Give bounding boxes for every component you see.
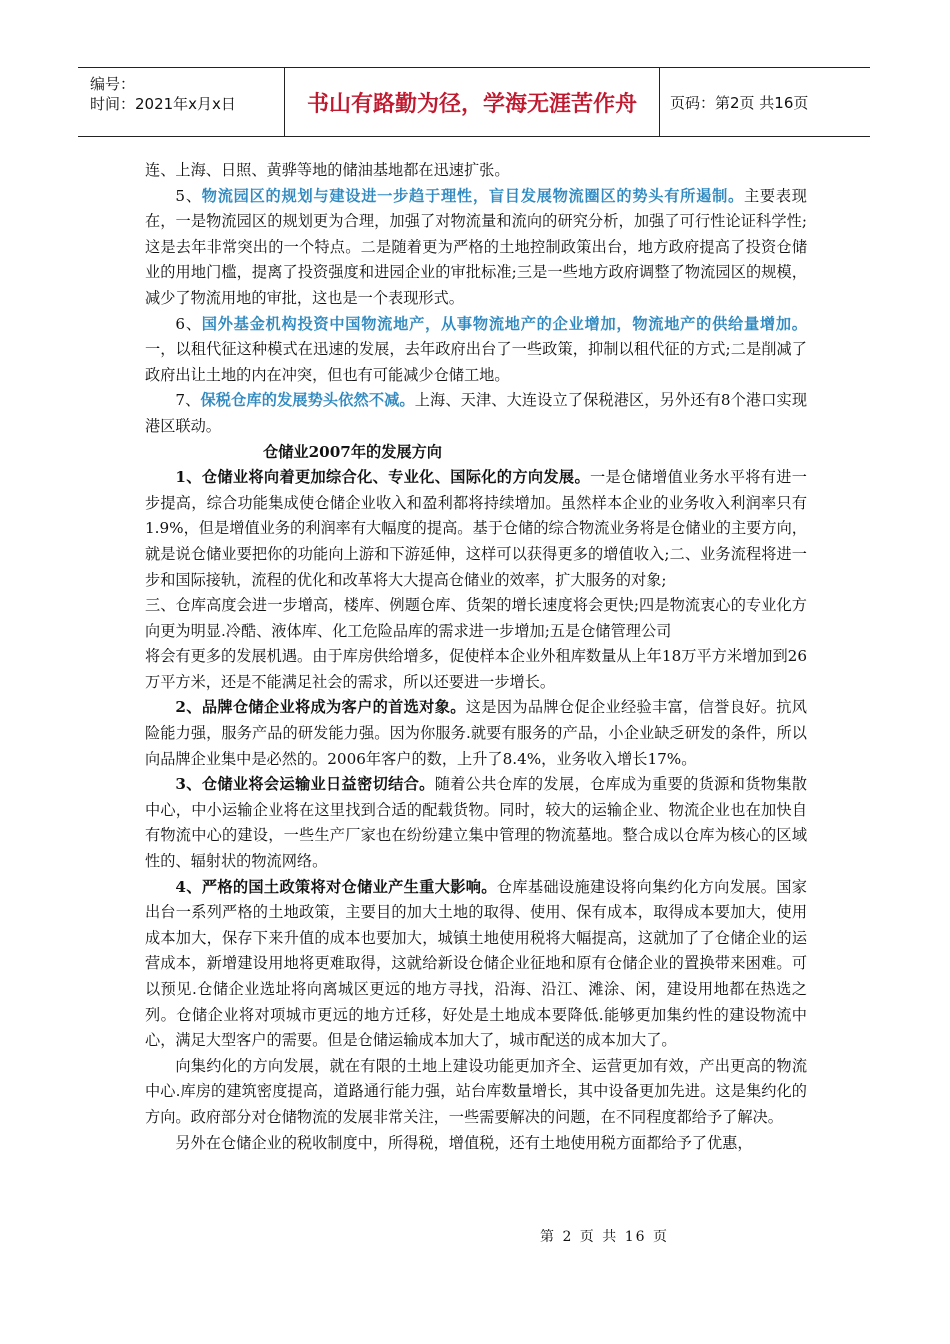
paragraph-point-6 <box>145 312 807 389</box>
direction-heading: 4、严格的国土政策将对仓储业产生重大影响。 <box>175 877 497 896</box>
page-header <box>78 67 870 137</box>
direction-heading: 1、仓储业将向着更加综合化、专业化、国际化的方向发展。 <box>175 468 590 487</box>
document-body <box>145 158 807 1156</box>
paragraph-1: 连、上海、日照、黄骅等地的储油基地都在迅速扩张。 <box>145 161 510 179</box>
paragraph-direction-2 <box>145 695 807 772</box>
paragraph-direction-3 <box>145 772 807 874</box>
direction-heading: 3、仓储业将会运输业日益密切结合。 <box>175 775 435 794</box>
header-meta <box>78 68 285 136</box>
point-body: 一，以租代征这种模式在迅速的发展，去年政府出台了一些政策，抑制以租代征的方式;二是削减了政府出让土地的内在冲突，但也有可能减少仓储工地。 <box>145 340 807 384</box>
direction-body: 随着公共仓库的发展，仓库成为重要的货源和货物集散中心，中小运输企业将在这里找到合适的配载货物。同时，较大的运输企业、物流企业也在加快自有物流中心的建设，一些生产厂家也在纷纷建立集中管理的物流墓地。整合成以仓库为核心的区域性的、辐射状的物流网络。 <box>145 775 807 871</box>
header-page-label: 页码：第2页 共16页 <box>670 93 809 112</box>
paragraph-point-7 <box>145 388 807 439</box>
point-heading: 国外基金机构投资中国物流地产，从事物流地产的企业增加，物流地产的供给量增加。 <box>201 314 807 333</box>
point-body: 主要表现在，一是物流园区的规划更为合理，加强了对物流量和流向的研究分析，加强了可行性论证科学性;这是去年非常突出的一个特点。二是随着更为严格的土地控制政策出台，地方政府提高了投资仓储业的用地门槛，提离了投资强度和进园企业的审批标准;三是一些地方政府调整了物流园区的规模，减少了物流用地的审批，这也是一个表现形式。 <box>145 186 807 307</box>
point-heading: 保税仓库的发展势头依然不减。 <box>200 391 415 410</box>
point-heading: 物流园区的规划与建设进一步趋于理性，盲目发展物流圈区的势头有所遏制。 <box>201 186 744 205</box>
point-body: 上海、天津、大连设立了保税港区，另外还有8个港口实现港区联动。 <box>145 391 808 435</box>
paragraph-direction-1-cont-b: 将会有更多的发展机遇。由于库房供给增多，促使样本企业外租库数量从上年18万平方米增加到26万平方米，还是不能满足社会的需求，所以还要进一步增长。 <box>145 647 807 691</box>
paragraph-direction-4 <box>145 875 807 1054</box>
point-number: 5、 <box>175 186 202 205</box>
paragraph-tax: 另外在仓储企业的税收制度中，所得税，增值税，还有土地使用税方面都给予了优惠， <box>175 1133 753 1152</box>
header-motto: 书山有路勤为径，学海无涯苦作舟 <box>285 68 660 136</box>
date-label: 时间：2021年x月x日 <box>90 95 236 113</box>
direction-body: 这是因为品牌仓促企业经验丰富，信誉良好。抗风险能力强，服务产品的研发能力强。因为你服务.就要有服务的产品，小企业缺乏研发的条件，所以向品牌企业集中是必然的。2006年客户的数，上升了8.4%，业务收入增长17%。 <box>145 698 807 768</box>
point-number: 7、 <box>175 391 201 410</box>
paragraph-direction-1 <box>145 465 807 593</box>
direction-body: 仓库基础设施建设将向集约化方向发展。国家出台一系列严格的土地政策，主要目的加大土地的取得、使用、保有成本，取得成本要加大，使用成本加大，保存下来升值的成本也要加大，城镇土地使用税将大幅提高，这就加了了仓储企业的运营成本，新增建设用地将更难取得，这就给新设仓储企业征地和原有仓储企业的置换带来困难。可以预见.仓储企业选址将向离城区更远的地方寻找，沿海、沿江、滩涂、闲，建设用地都在热选之列。仓储企业将对项城市更远的地方迁移，好处是土地成本要降低.能够更加集约性的建设物流中心，满足大型客户的需要。但是仓储运输成本加大了，城市配送的成本加大了。 <box>145 877 807 1050</box>
point-number: 6、 <box>175 314 202 333</box>
paragraph-point-5 <box>145 184 807 312</box>
number-label: 编号： <box>90 75 136 93</box>
paragraph-intensification: 向集约化的方向发展，就在有限的土地上建设功能更加齐全、运营更加有效，产出更高的物流中心.库房的建筑密度提高，道路通行能力强，站台库数量增长，其中设备更加先进。这是集约化的方向。政府部分对仓储物流的发展非常关注，一些需要解决的问题，在不同程度都给予了解决。 <box>145 1056 807 1126</box>
direction-heading: 2、品牌仓储企业将成为客户的首选对象。 <box>175 698 466 717</box>
page-footer: 第 2 页 共 16 页 <box>540 1229 669 1245</box>
direction-body: 一是仓储增值业务水平将有进一步提高，综合功能集成使仓储企业收入和盈利都将持续增加。虽然样本企业的业务收入利润率只有1.9%，但是增值业务的利润率有大幅度的提高。基于仓储的综合物流业务将是仓储业的主要方向，就是说仓储业要把你的功能向上游和下游延伸，这样可以获得更多的增值收入;二、业务流程将进一步和国际接轨，流程的优化和改革将大大提高仓储业的效率，扩大服务的对象; <box>145 468 807 589</box>
section-title: 仓储业2007年的发展方向 <box>263 442 442 461</box>
paragraph-direction-1-cont-a: 三、仓库高度会进一步增高，楼库、例题仓库、货架的增长速度将会更快;四是物流衷心的专业化方向更为明显.冷酷、液体库、化工危险品库的需求进一步增加;五是仓储管理公司 <box>145 596 807 640</box>
